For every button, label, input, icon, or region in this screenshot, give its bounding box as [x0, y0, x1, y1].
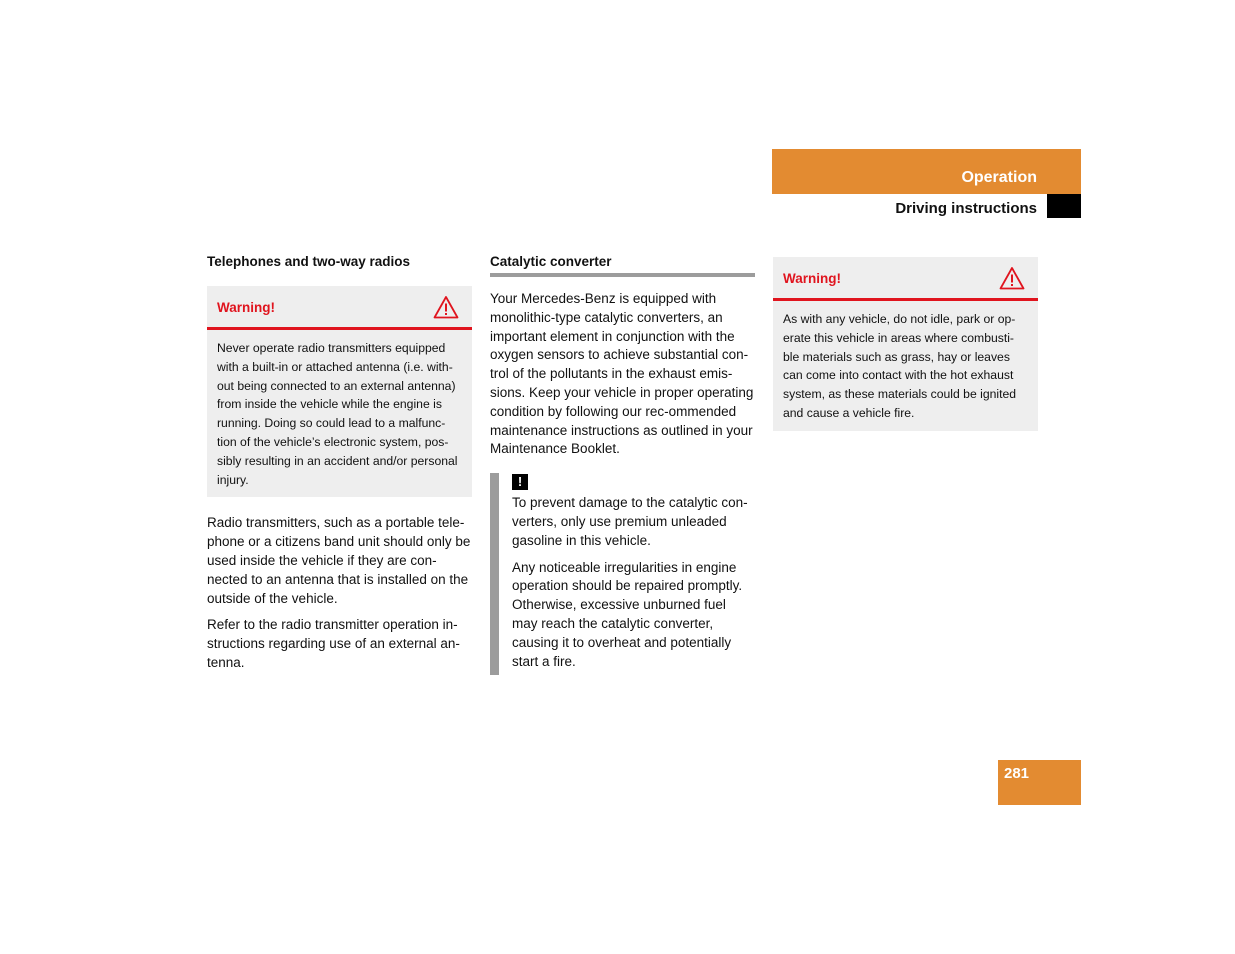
warning-text: As with any vehicle, do not idle, park or op-erate this vehicle in areas where combusti-ble materials such as grass, hay or leaves can come into contact with the hot exhaust system, as these materials could be ignited and cause a vehicle fire.	[783, 312, 1017, 420]
page-number: 281	[1004, 765, 1030, 782]
exclamation-icon: !	[512, 474, 528, 490]
warning-text: Never operate radio transmitters equipped with a built-in or attached antenna (i.e. with-out being connected to an external antenna) from inside the vehicle while the engine is running. Doing so could lead to a malfunc-tion of the vehicle’s electronic system, pos-sibly resulting in an accident and/or personal injury.	[217, 341, 458, 487]
warning-triangle-icon	[999, 266, 1025, 290]
warning-box-radio	[207, 286, 472, 497]
page-number-box	[998, 760, 1081, 805]
warning-header	[207, 286, 472, 330]
heading-telephones: Telephones and two-way radios	[207, 254, 411, 269]
note-box-catalytic	[490, 473, 755, 675]
note-bar	[490, 473, 499, 675]
heading-catalytic-converter: Catalytic converter	[490, 253, 755, 277]
column-telephones	[207, 253, 472, 681]
paragraph: Refer to the radio transmitter operation in-structions regarding use of an external an-tenna.	[207, 617, 460, 670]
paragraph: Your Mercedes-Benz is equipped with monolithic-type catalytic converters, an important element in conjunction with the oxygen sensors to achieve substantial con-trol of the pollutants in the exhaust emis-sions. Keep your vehicle in proper operating condition by following our rec-ommended maintenance instructions as outlined in your Maintenance Booklet.	[490, 291, 754, 457]
warning-header	[773, 257, 1038, 301]
subsection-title: Driving instructions	[895, 200, 1037, 217]
note-paragraph: Any noticeable irregularities in engine operation should be repaired promptly. Otherwise, excessive unburned fuel may reach the catalytic converter, causing it to overheat and potentially start a fire.	[512, 559, 743, 669]
column-fire-warning	[773, 257, 1038, 431]
warning-box-fire	[773, 257, 1038, 431]
thumb-index-marker	[1047, 194, 1081, 218]
paragraph: Radio transmitters, such as a portable tele-phone or a citizens band unit should only be used inside the vehicle if they are con-nected to an antenna that is installed on the outside of the vehicle.	[207, 515, 471, 606]
warning-triangle-icon	[433, 295, 459, 319]
column-catalytic-converter	[490, 253, 755, 675]
section-title: Operation	[961, 169, 1037, 186]
warning-label: Warning!	[783, 271, 841, 286]
warning-label: Warning!	[217, 300, 275, 315]
note-paragraph: To prevent damage to the catalytic con-verters, only use premium unleaded gasoline in this vehicle.	[512, 495, 748, 548]
